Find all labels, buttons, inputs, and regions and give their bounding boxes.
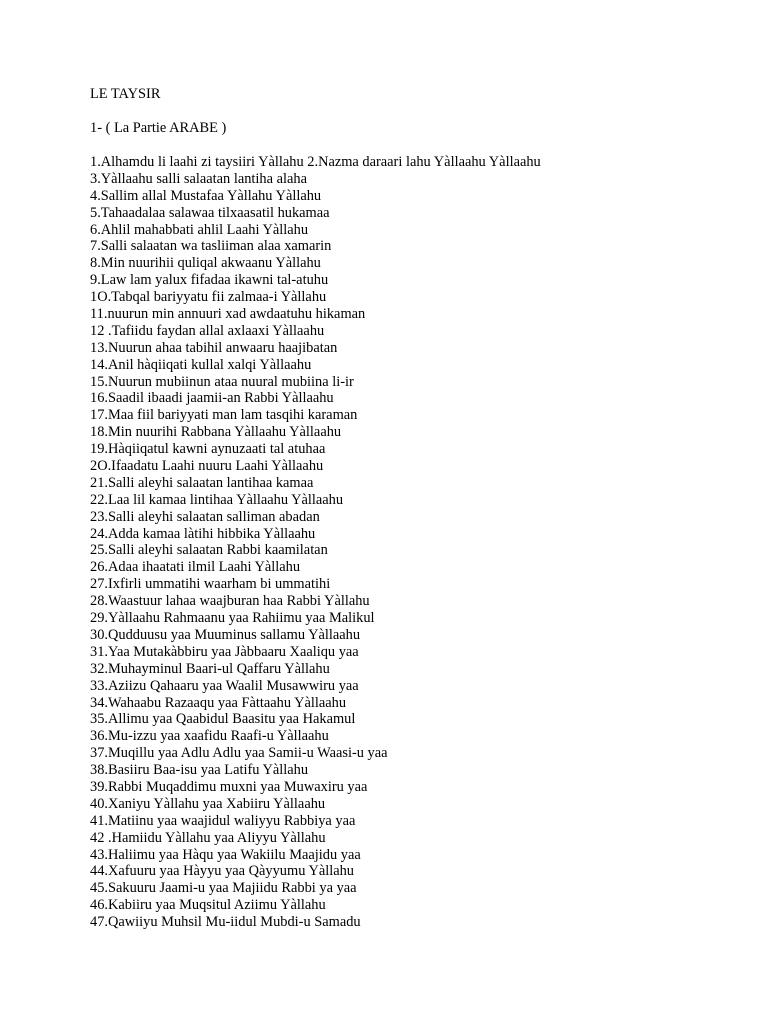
verse-line: 1.Alhamdu li laahi zi taysiiri Yàllahu 2.Nazma daraari lahu Yàllaahu Yàllaahu [90, 154, 541, 170]
verse-line: 29.Yàllaahu Rahmaanu yaa Rahiimu yaa Malikul [90, 610, 375, 627]
verse-line: 5.Tahaadalaa salawaa tilxaasatil hukamaa [90, 204, 330, 221]
verse-line: 25.Salli aleyhi salaatan Rabbi kaamilatan [90, 542, 328, 559]
verse-line: 28.Waastuur lahaa waajburan haa Rabbi Yàllahu [90, 593, 370, 610]
verse-line: 14.Anil hàqiiqati kullal xalqi Yàllaahu [90, 356, 312, 373]
verse-line: 35.Allimu yaa Qaabidul Baasitu yaa Hakamul [90, 711, 356, 728]
verse-line: 31.Yaa Mutakàbbiru yaa Jàbbaaru Xaaliqu yaa [90, 643, 359, 660]
verse-line: 30.Qudduusu yaa Muuminus sallamu Yàllaahu [90, 626, 361, 643]
verse-line: 1O.Tabqal bariyyatu fii zalmaa-i Yàllahu [90, 289, 327, 306]
verse-line: 37.Muqillu yaa Adlu Adlu yaa Samii-u Waasi-u yaa [90, 745, 388, 762]
verse-line: 45.Sakuuru Jaami-u yaa Majiidu Rabbi ya yaa [90, 880, 357, 897]
verse-line: 12 .Tafiidu faydan allal axlaaxi Yàllaahu [90, 322, 325, 339]
verse-line: 36.Mu-izzu yaa xaafidu Raafi-u Yàllaahu [90, 728, 329, 745]
verse-line: 24.Adda kamaa làtihi hibbika Yàllaahu [90, 525, 316, 542]
verse-line: 43.Haliimu yaa Hàqu yaa Wakiilu Maajidu yaa [90, 846, 361, 863]
verse-line: 19.Hàqiiqatul kawni aynuzaati tal atuhaa [90, 441, 326, 458]
verse-line: 17.Maa fiil bariyyati man lam tasqihi karaman [90, 407, 358, 424]
verse-line: 47.Qawiiyu Muhsil Mu-iidul Mubdi-u Samadu [90, 914, 361, 931]
verse-line: 34.Wahaabu Razaaqu yaa Fàttaahu Yàllaahu [90, 694, 347, 711]
verse-line: 16.Saadil ibaadi jaamii-an Rabbi Yàllaahu [90, 390, 334, 407]
verse-list [90, 154, 730, 931]
verse-line: 9.Law lam yalux fifadaa ikawni tal-atuhu [90, 272, 329, 289]
document-content [90, 86, 730, 931]
verse-line: 38.Basiiru Baa-isu yaa Latifu Yàllahu [90, 762, 309, 779]
part-heading: 1- ( La Partie ARABE ) [90, 120, 227, 136]
verse-line: 27.Ixfirli ummatihi waarham bi ummatihi [90, 576, 331, 593]
verse-line: 13.Nuurun ahaa tabihil anwaaru haajibatan [90, 339, 338, 356]
verse-line: 23.Salli aleyhi salaatan salliman abadan [90, 508, 320, 525]
verse-line: 41.Matiinu yaa waajidul waliyyu Rabbiya yaa [90, 812, 356, 829]
verse-line: 11.nuurun min annuuri xad awdaatuhu hikaman [90, 306, 366, 323]
verse-line: 44.Xafuuru yaa Hàyyu yaa Qàyyumu Yàllahu [90, 863, 355, 880]
verse-line: 40.Xaniyu Yàllahu yaa Xabiiru Yàllaahu [90, 795, 326, 812]
verse-line: 42 .Hamiidu Yàllahu yaa Aliyyu Yàllahu [90, 829, 326, 846]
verse-line: 32.Muhayminul Baari-ul Qaffaru Yàllahu [90, 660, 330, 677]
verse-line: 7.Salli salaatan wa tasliiman alaa xamarin [90, 238, 332, 255]
verse-line: 6.Ahlil mahabbati ahlil Laahi Yàllahu [90, 221, 309, 238]
document-title: LE TAYSIR [90, 86, 161, 102]
verse-line: 22.Laa lil kamaa lintihaa Yàllaahu Yàllaahu [90, 491, 344, 508]
verse-line: 2O.Ifaadatu Laahi nuuru Laahi Yàllaahu [90, 458, 324, 475]
verse-line: 39.Rabbi Muqaddimu muxni yaa Muwaxiru yaa [90, 778, 368, 795]
verse-line: 4.Sallim allal Mustafaa Yàllahu Yàllahu [90, 187, 322, 204]
verse-line: 21.Salli aleyhi salaatan lantihaa kamaa [90, 474, 314, 491]
verse-line: 15.Nuurun mubiinun ataa nuural mubiina li-ir [90, 373, 354, 390]
verse-line: 18.Min nuurihi Rabbana Yàllaahu Yàllaahu [90, 424, 342, 441]
verse-line: 46.Kabiiru yaa Muqsitul Aziimu Yàllahu [90, 897, 326, 914]
verse-line: 33.Aziizu Qahaaru yaa Waalil Musawwiru yaa [90, 677, 359, 694]
verse-line: 8.Min nuurihii quliqal akwaanu Yàllahu [90, 255, 321, 272]
verse-line: 3.Yàllaahu salli salaatan lantiha alaha [90, 170, 307, 187]
verse-line: 26.Adaa ihaatati ilmil Laahi Yàllahu [90, 559, 301, 576]
